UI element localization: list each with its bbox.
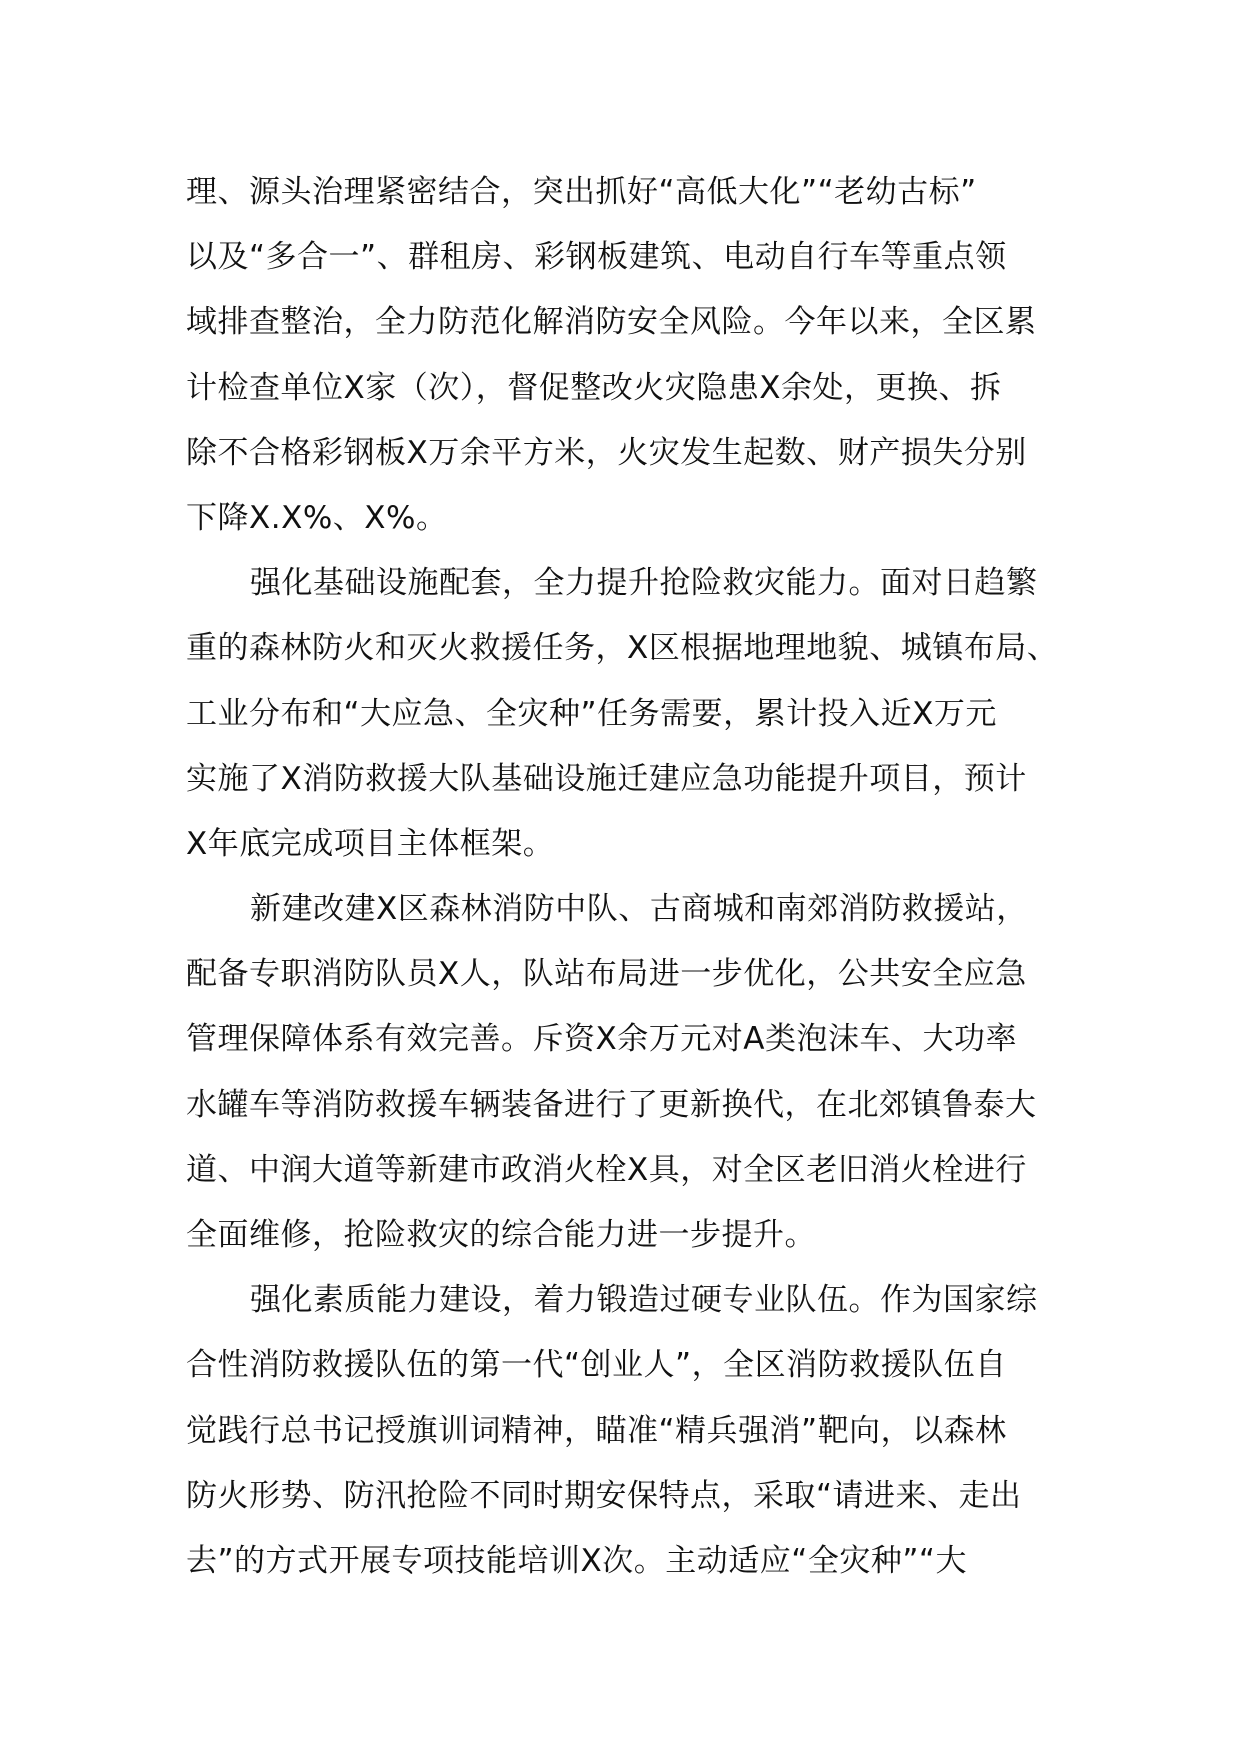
text-line: 全面维修，抢险救灾的综合能力进一步提升。 <box>186 1217 816 1253</box>
text-line: 觉践行总书记授旗训词精神，瞄准“精兵强消”靶向，以森林 <box>186 1412 1007 1449</box>
text-line: 配备专职消防队员X人，队站布局进一步优化，公共安全应急 <box>186 956 1027 993</box>
text-line: 防火形势、防汛抢险不同时期安保特点，采取“请进来、走出 <box>186 1477 1022 1514</box>
text-line: 以及“多合一”、群租房、彩钢板建筑、电动自行车等重点领 <box>186 239 1007 276</box>
text-line: 重的森林防火和灭火救援任务，X区根据地理地貌、城镇布局、 <box>186 630 1059 667</box>
text-line: 域排查整治，全力防范化解消防安全风险。今年以来，全区累 <box>186 304 1037 341</box>
text-line: 理、源头治理紧密结合，突出抓好“高低大化”“老幼古标” <box>186 174 977 210</box>
text-line: 实施了X消防救援大队基础设施迁建应急功能提升项目，预计 <box>186 760 1027 797</box>
text-line: 水罐车等消防救援车辆装备进行了更新换代，在北郊镇鲁泰大 <box>186 1086 1037 1123</box>
text-line: 除不合格彩钢板X万余平方米，火灾发生起数、财产损失分别 <box>186 434 1027 471</box>
text-line: 道、中润大道等新建市政消火栓X具，对全区老旧消火栓进行 <box>186 1151 1027 1188</box>
document-body <box>186 160 1066 1594</box>
paragraph-first-line: 强化素质能力建设，着力锻造过硬专业队伍。作为国家综 <box>250 1282 1038 1319</box>
text-line: 工业分布和“大应急、全灾种”任务需要，累计投入近X万元 <box>186 695 997 732</box>
text-line: 去”的方式开展专项技能培训X次。主动适应“全灾种”“大 <box>186 1542 967 1579</box>
paragraph-first-line: 新建改建X区森林消防中队、古商城和南郊消防救援站， <box>250 891 1028 928</box>
text-line: X年底完成项目主体框架。 <box>186 825 555 862</box>
text-line: 下降X.X%、X%。 <box>186 499 448 536</box>
text-line: 合性消防救援队伍的第一代“创业人”，全区消防救援队伍自 <box>186 1347 1007 1384</box>
text-line: 计检查单位X家（次），督促整改火灾隐患X余处，更换、拆 <box>186 369 1002 406</box>
text-line: 管理保障体系有效完善。斥资X余万元对A类泡沫车、大功率 <box>186 1021 1017 1058</box>
paragraph-first-line: 强化基础设施配套，全力提升抢险救灾能力。面对日趋繁 <box>250 565 1038 602</box>
